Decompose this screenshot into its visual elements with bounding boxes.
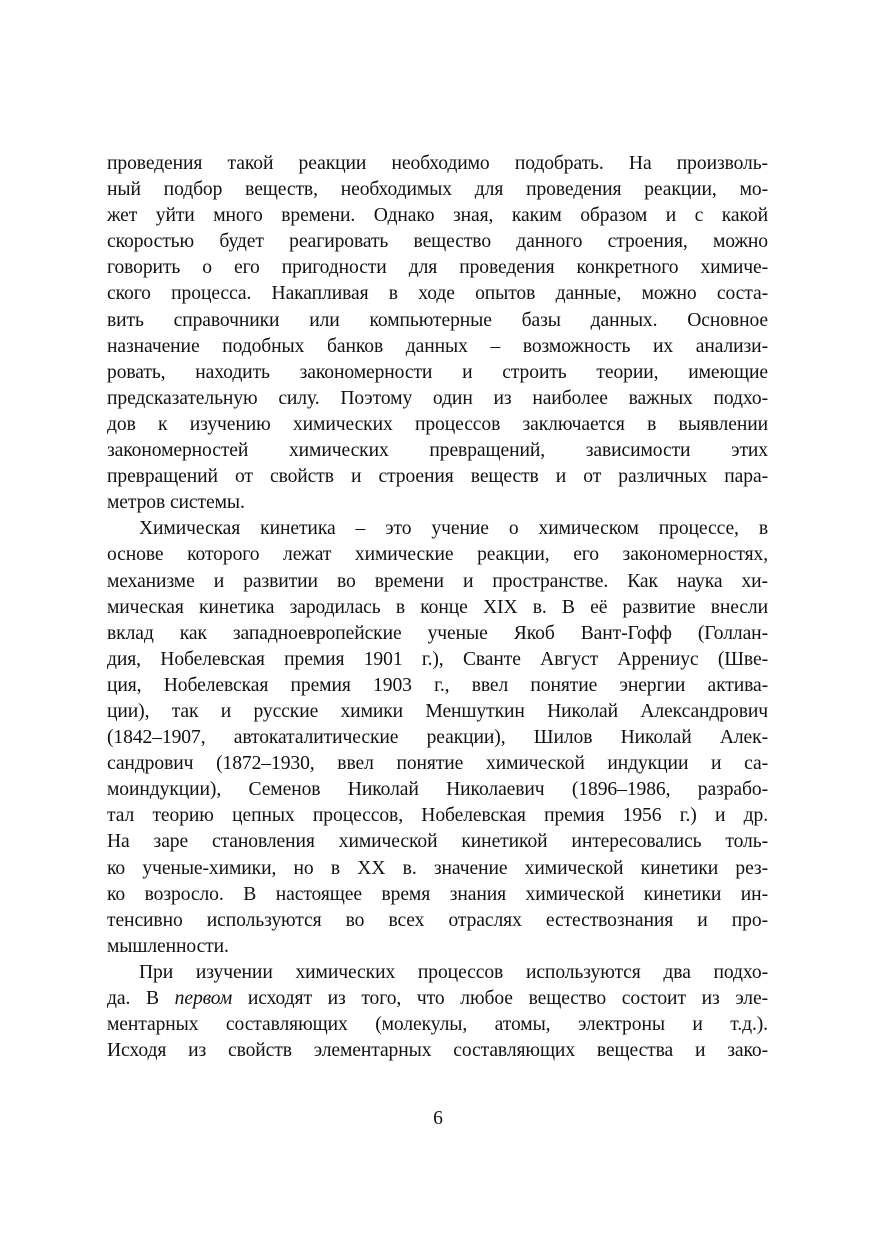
italic-term: первом (174, 988, 233, 1009)
text-line: ского процесса. Накапливая в ходе опытов данные, можно соста- (107, 283, 768, 305)
paragraph-3 (107, 960, 768, 1064)
text-line (107, 986, 768, 1012)
text-line: ции), так и русские химики Меншуткин Николай Александрович (107, 700, 768, 722)
text-line: (1842–1907, автокаталитические реакции), Шилов Николай Алек- (107, 727, 768, 749)
text-line: вить справочники или компьютерные базы данных. Основное (107, 309, 768, 331)
text-line: моиндукции), Семенов Николай Николаевич (1896–1986, разрабо- (107, 779, 768, 801)
text-line: тенсивно используются во всех отраслях естествознания и про- (107, 909, 768, 931)
text-line: Химическая кинетика – это учение о химическом процессе, в (139, 518, 768, 540)
text-line: вклад как западноевропейские ученые Якоб Вант-Гофф (Голлан- (107, 622, 768, 644)
text-segment: да. В (107, 988, 175, 1009)
text-line: тал теорию цепных процессов, Нобелевская премия 1956 г.) и др. (107, 805, 768, 827)
text-line: дов к изучению химических процессов заключается в выявлении (107, 413, 768, 435)
text-line: говорить о его пригодности для проведения конкретного химиче- (107, 257, 768, 279)
text-line: ментарных составляющих (молекулы, атомы, электроны и т.д.). (107, 1014, 768, 1036)
text-line: мическая кинетика зародилась в конце XIX в. В её развитие внесли (107, 596, 768, 618)
text-line: основе которого лежат химические реакции, его закономерностях, (107, 544, 768, 566)
text-segment: исходят из того, что любое вещество состоит из эле- (232, 988, 768, 1009)
text-line: ровать, находить закономерности и строить теории, имеющие (107, 361, 768, 383)
text-line: При изучении химических процессов используются два подхо- (139, 961, 768, 983)
text-line: проведения такой реакции необходимо подобрать. На произволь- (107, 153, 768, 174)
page-number: 6 (433, 1108, 443, 1129)
text-line: мышленности. (107, 935, 229, 957)
text-line: механизме и развитии во времени и пространстве. Как наука хи- (107, 570, 768, 592)
body-text (107, 151, 768, 1064)
text-line: ко ученые-химики, но в XX в. значение химической кинетики рез- (107, 857, 768, 879)
text-line: закономерностей химических превращений, зависимости этих (107, 440, 768, 462)
text-line: На заре становления химической кинетикой интересовались толь- (107, 831, 768, 853)
paragraph-2 (107, 516, 768, 960)
text-line: метров системы. (107, 492, 245, 514)
text-line: жет уйти много времени. Однако зная, каким образом и с какой (107, 205, 768, 227)
text-line: скоростью будет реагировать вещество данного строения, можно (107, 231, 768, 253)
text-line: дия, Нобелевская премия 1901 г.), Сванте Август Аррениус (Шве- (107, 648, 768, 670)
text-line: предсказательную силу. Поэтому один из наиболее важных подхо- (107, 387, 768, 409)
text-line: ция, Нобелевская премия 1903 г., ввел понятие энергии актива- (107, 674, 768, 696)
text-line: Исходя из свойств элементарных составляющих вещества и зако- (107, 1040, 768, 1062)
paragraph-1 (107, 151, 768, 516)
text-line: сандрович (1872–1930, ввел понятие химической индукции и са- (107, 753, 768, 775)
text-line: ный подбор веществ, необходимых для проведения реакции, мо- (107, 179, 768, 201)
text-line: превращений от свойств и строения веществ и от различных пара- (107, 466, 768, 488)
text-line: ко возросло. В настоящее время знания химической кинетики ин- (107, 883, 768, 905)
text-line: назначение подобных банков данных – возможность их анализи- (107, 335, 768, 357)
